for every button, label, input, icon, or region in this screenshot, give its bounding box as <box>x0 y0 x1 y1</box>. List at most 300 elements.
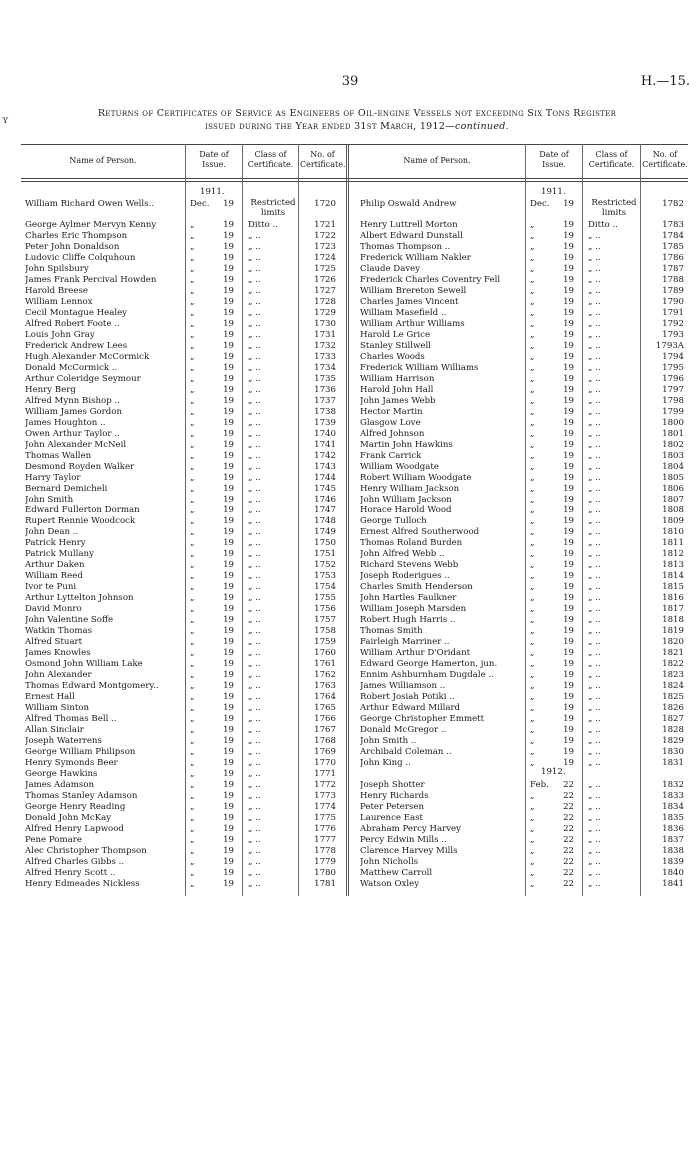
issue-day: 19 <box>563 648 574 659</box>
table-row <box>0 549 700 560</box>
person-name: John William Jackson <box>360 494 452 505</box>
table-row <box>0 714 700 725</box>
issue-day: 22 <box>563 845 574 856</box>
issue-month: „ <box>530 549 535 560</box>
issue-month: „ <box>530 681 535 692</box>
person-name: John King .. <box>360 758 411 769</box>
person-name: Frederick Andrew Lees <box>25 340 128 351</box>
issue-month: „ <box>190 230 195 241</box>
issue-day: 19 <box>223 384 234 395</box>
issue-day: 22 <box>563 801 574 812</box>
certificate-class: „ .. <box>248 252 261 263</box>
issue-day: 22 <box>563 779 574 790</box>
issue-month: „ <box>530 241 535 252</box>
certificate-number: 1806 <box>662 483 684 494</box>
certificate-number: 1776 <box>314 823 336 834</box>
issue-day: 19 <box>223 845 234 856</box>
person-name: William Harrison <box>360 373 435 384</box>
issue-month: „ <box>530 538 535 549</box>
person-name: Alfred Henry Lapwood <box>25 823 124 834</box>
person-name: William Reed <box>25 571 83 582</box>
issue-day: 19 <box>223 571 234 582</box>
issue-month: „ <box>190 604 195 615</box>
certificate-number: 1742 <box>314 450 336 461</box>
certificate-class: „ .. <box>588 779 601 790</box>
issue-day: 19 <box>223 779 234 790</box>
certificate-class: „ .. <box>248 758 261 769</box>
issue-day: 19 <box>563 307 574 318</box>
issue-day: 19 <box>563 439 574 450</box>
certificate-number: 1740 <box>314 428 336 439</box>
issue-month: „ <box>530 648 535 659</box>
person-name: Philip Oswald Andrew <box>360 199 457 209</box>
issue-day: 19 <box>223 703 234 714</box>
certificate-class: „ .. <box>248 812 261 823</box>
title-line-2 <box>14 121 700 132</box>
certificate-number: 1745 <box>314 483 336 494</box>
person-name: Owen Arthur Taylor .. <box>25 428 120 439</box>
certificate-class: „ .. <box>588 845 601 856</box>
certificate-number: 1727 <box>314 285 336 296</box>
person-name: Donald McCormick .. <box>25 362 118 373</box>
table-row <box>0 264 700 275</box>
person-name: Donald John McKay <box>25 812 112 823</box>
certificate-class: „ .. <box>248 779 261 790</box>
certificate-class: „ .. <box>248 856 261 867</box>
certificate-number: 1823 <box>662 670 684 681</box>
certificate-number: 1831 <box>662 758 684 769</box>
year-label-right-1912: 1912. <box>541 767 566 777</box>
certificate-number: 1720 <box>314 199 336 209</box>
issue-month: „ <box>190 516 195 527</box>
person-name: Edward Fullerton Dorman <box>25 505 140 516</box>
certificate-class: „ .. <box>248 637 261 648</box>
certificate-class: „ .. <box>588 296 601 307</box>
certificate-class: „ .. <box>248 769 261 779</box>
issue-day: 19 <box>223 747 234 758</box>
table-row <box>0 604 700 615</box>
certificate-number: 1793 <box>662 329 684 340</box>
certificate-class: „ .. <box>248 571 261 582</box>
issue-month: „ <box>190 395 195 406</box>
person-name: Henry Richards <box>360 790 429 801</box>
issue-month: „ <box>530 329 535 340</box>
certificate-number: 1744 <box>314 472 336 483</box>
issue-month: „ <box>190 845 195 856</box>
person-name: Robert Hugh Harris .. <box>360 615 456 626</box>
issue-month: „ <box>530 472 535 483</box>
person-name: Desmond Royden Walker <box>25 461 135 472</box>
certificate-class: „ .. <box>588 417 601 428</box>
certificate-class: „ .. <box>588 241 601 252</box>
certificate-class: „ .. <box>588 384 601 395</box>
certificate-number: 1835 <box>662 812 684 823</box>
certificate-class: „ .. <box>248 362 261 373</box>
header-number: No. of Certificate. <box>300 150 346 169</box>
certificate-number: 1757 <box>314 615 336 626</box>
person-name: Arthur Daken <box>25 560 85 571</box>
issue-month: „ <box>530 571 535 582</box>
person-name: John Valentine Soffe <box>25 615 114 626</box>
certificate-number: 1783 <box>662 220 684 230</box>
issue-day: 19 <box>563 373 574 384</box>
person-name: John Spilsbury <box>25 263 89 274</box>
person-name: Frederick William Nakler <box>360 252 471 263</box>
issue-day: 22 <box>563 790 574 801</box>
table-row <box>0 835 700 846</box>
certificate-class: „ .. <box>588 812 601 823</box>
certificate-number: 1741 <box>314 439 336 450</box>
person-name: Archibald Coleman .. <box>360 747 452 758</box>
table-row <box>0 440 700 451</box>
issue-month: „ <box>190 670 195 681</box>
certificate-number: 1747 <box>314 505 336 516</box>
issue-day: 19 <box>563 593 574 604</box>
issue-day: 19 <box>223 790 234 801</box>
certificate-class: „ .. <box>248 230 261 241</box>
person-name: Alfred Johnson <box>360 428 425 439</box>
issue-day: 19 <box>563 263 574 274</box>
issue-day: 19 <box>223 505 234 516</box>
person-name: Ennim Ashburnham Dugdale .. <box>360 670 494 681</box>
certificate-number: 1754 <box>314 582 336 593</box>
certificate-number: 1786 <box>662 252 684 263</box>
table-row <box>0 220 700 231</box>
person-name: Thomas Stanley Adamson <box>25 790 138 801</box>
certificate-class: „ .. <box>248 450 261 461</box>
person-name: Charles James Vincent <box>360 296 459 307</box>
issue-month: „ <box>190 834 195 845</box>
person-name: Peter John Donaldson <box>25 241 120 252</box>
certificate-class: „ .. <box>248 395 261 406</box>
issue-day: 19 <box>223 230 234 241</box>
certificate-number: 1774 <box>314 801 336 812</box>
issue-day: 19 <box>223 329 234 340</box>
certificate-class: „ .. <box>248 296 261 307</box>
certificate-class: „ .. <box>248 263 261 274</box>
issue-month: „ <box>530 867 535 878</box>
certificate-number: 1750 <box>314 538 336 549</box>
certificate-class: „ .. <box>248 461 261 472</box>
certificate-number: 1743 <box>314 461 336 472</box>
person-name: James Knowles <box>25 648 91 659</box>
issue-month: „ <box>190 538 195 549</box>
person-name: Alfred Stuart <box>25 637 83 648</box>
person-name: Rupert Rennie Woodcock <box>25 516 136 527</box>
issue-month: „ <box>530 527 535 538</box>
certificate-number: 1731 <box>314 329 336 340</box>
table-row <box>0 813 700 824</box>
table-row <box>0 484 700 495</box>
certificate-class: „ .. <box>588 395 601 406</box>
issue-day: 19 <box>563 274 574 285</box>
table-row <box>0 495 700 506</box>
certificate-number: 1817 <box>662 604 684 615</box>
certificate-number: 1796 <box>662 373 684 384</box>
person-name: Joseph Shotter <box>360 779 425 790</box>
person-name: James Adamson <box>25 779 95 790</box>
issue-month: „ <box>190 769 195 779</box>
issue-day: 19 <box>223 220 234 230</box>
person-name: James Frank Percival Howden <box>25 274 157 285</box>
certificate-number: 1726 <box>314 274 336 285</box>
year-label-right: 1911. <box>541 187 566 197</box>
issue-month: „ <box>530 461 535 472</box>
person-name: George Aylmer Mervyn Kenny <box>25 220 157 230</box>
certificate-class: „ .. <box>248 428 261 439</box>
certificate-class: „ .. <box>248 538 261 549</box>
issue-day: 19 <box>563 571 574 582</box>
certificate-class: „ .. <box>588 582 601 593</box>
issue-day: 19 <box>223 527 234 538</box>
issue-day: 19 <box>563 318 574 329</box>
table-row <box>0 593 700 604</box>
person-name: William Richard Owen Wells.. <box>25 199 155 209</box>
issue-day: 19 <box>223 373 234 384</box>
issue-month: „ <box>190 220 195 230</box>
issue-day: 19 <box>223 834 234 845</box>
issue-month: „ <box>530 801 535 812</box>
certificate-class: „ .. <box>588 538 601 549</box>
certificate-class: „ .. <box>248 241 261 252</box>
person-name: Frederick Charles Coventry Fell <box>360 274 501 285</box>
person-name: Thomas Wallen <box>25 450 92 461</box>
issue-day: 19 <box>223 615 234 626</box>
certificate-number: 1779 <box>314 856 336 867</box>
table-row <box>0 538 700 549</box>
issue-month: „ <box>190 779 195 790</box>
certificate-number: 1810 <box>662 527 684 538</box>
certificate-number: 1724 <box>314 252 336 263</box>
issue-day: 19 <box>223 263 234 274</box>
person-name: Laurence East <box>360 812 423 823</box>
certificate-number: 1767 <box>314 725 336 736</box>
certificate-class: „ .. <box>248 582 261 593</box>
certificate-number: 1833 <box>662 790 684 801</box>
issue-day: 19 <box>563 472 574 483</box>
certificate-class: „ .. <box>588 406 601 417</box>
issue-month: „ <box>190 659 195 670</box>
person-name: John Hartles Faulkner <box>360 593 457 604</box>
certificate-number: 1793A <box>655 340 684 351</box>
certificate-class: „ .. <box>248 318 261 329</box>
issue-day: 22 <box>563 878 574 889</box>
certificate-class: „ .. <box>588 439 601 450</box>
certificate-number: 1751 <box>314 549 336 560</box>
certificate-class: „ .. <box>588 725 601 736</box>
person-name: Arthur Edward Millard <box>360 703 461 714</box>
person-name: George Christopher Emmett <box>360 714 485 725</box>
issue-month: „ <box>190 801 195 812</box>
issue-month: „ <box>190 263 195 274</box>
issue-day: 19 <box>563 384 574 395</box>
issue-day: 19 <box>563 659 574 670</box>
certificate-class: „ .. <box>248 604 261 615</box>
issue-day: 19 <box>223 626 234 637</box>
table-row <box>0 275 700 286</box>
table-row <box>0 407 700 418</box>
issue-day: 19 <box>563 714 574 725</box>
table-row <box>0 319 700 330</box>
person-name: John James Webb <box>360 395 436 406</box>
issue-day: 19 <box>563 199 574 209</box>
table-row <box>0 242 700 253</box>
issue-month: „ <box>190 307 195 318</box>
issue-day: 19 <box>563 417 574 428</box>
issue-month: „ <box>190 373 195 384</box>
certificate-class: Ditto .. <box>588 220 618 230</box>
issue-day: 19 <box>563 230 574 241</box>
title-continued: —continued. <box>445 121 509 132</box>
issue-month: „ <box>530 351 535 362</box>
certificate-number: 1737 <box>314 395 336 406</box>
table-row <box>0 758 700 769</box>
issue-month: „ <box>530 747 535 758</box>
issue-month: „ <box>190 725 195 736</box>
certificate-number: 1814 <box>662 571 684 582</box>
certificate-class: „ .. <box>248 626 261 637</box>
person-name: Robert William Woodgate <box>360 472 472 483</box>
person-name: Claude Davey <box>360 263 421 274</box>
issue-month: „ <box>190 758 195 769</box>
certificate-class: „ .. <box>588 428 601 439</box>
certificate-class: „ .. <box>588 878 601 889</box>
certificate-class: „ .. <box>248 527 261 538</box>
issue-month: „ <box>190 285 195 296</box>
header-class: Class of Certificate. <box>588 150 635 169</box>
certificate-class: „ .. <box>588 483 601 494</box>
issue-day: 19 <box>223 758 234 769</box>
person-name: Alfred Robert Foote .. <box>25 318 120 329</box>
issue-day: 19 <box>563 450 574 461</box>
person-name: Alfred Thomas Bell .. <box>25 714 117 725</box>
issue-month: „ <box>530 714 535 725</box>
certificate-class: „ .. <box>248 692 261 703</box>
issue-month: „ <box>530 725 535 736</box>
issue-month: „ <box>530 395 535 406</box>
certificate-class: „ .. <box>588 637 601 648</box>
person-name: Alfred Mynn Bishop .. <box>25 395 120 406</box>
certificate-number: 1723 <box>314 241 336 252</box>
issue-day: 19 <box>223 439 234 450</box>
certificate-class: „ .. <box>248 351 261 362</box>
certificate-class: „ .. <box>248 285 261 296</box>
issue-day: 19 <box>223 318 234 329</box>
person-name: Glasgow Love <box>360 417 421 428</box>
person-name: Harold Le Grice <box>360 329 431 340</box>
table-row <box>0 780 700 791</box>
issue-month: „ <box>190 692 195 703</box>
certificate-number: 1815 <box>662 582 684 593</box>
certificate-number: 1839 <box>662 856 684 867</box>
person-name: David Monro <box>25 604 82 615</box>
table-row <box>0 868 700 879</box>
certificate-number: 1840 <box>662 867 684 878</box>
certificate-number: 1818 <box>662 615 684 626</box>
issue-day: 19 <box>563 340 574 351</box>
certificate-class: „ .. <box>248 593 261 604</box>
issue-month: „ <box>530 417 535 428</box>
issue-month: „ <box>190 274 195 285</box>
certificate-class: „ .. <box>588 714 601 725</box>
certificate-class: „ .. <box>248 725 261 736</box>
certificate-number: 1729 <box>314 307 336 318</box>
certificate-class: „ .. <box>248 384 261 395</box>
certificate-number: 1752 <box>314 560 336 571</box>
person-name: Joseph Roderigues .. <box>360 571 450 582</box>
person-name: Albert Edward Dunstall <box>360 230 463 241</box>
certificate-class: „ .. <box>248 845 261 856</box>
issue-day: 19 <box>223 659 234 670</box>
issue-day: 22 <box>563 812 574 823</box>
certificate-class: „ .. <box>248 615 261 626</box>
person-name: Stanley Stillwell <box>360 340 431 351</box>
issue-day: 19 <box>563 681 574 692</box>
issue-day: 19 <box>563 516 574 527</box>
issue-month: „ <box>530 384 535 395</box>
person-name: John Nicholls <box>360 856 419 867</box>
person-name: Ernest Hall <box>25 692 75 703</box>
issue-day: 19 <box>223 516 234 527</box>
issue-month: „ <box>190 483 195 494</box>
certificate-class: „ .. <box>588 801 601 812</box>
table-row <box>0 396 700 407</box>
issue-month: „ <box>530 263 535 274</box>
header-date: Date of Issue. <box>199 150 229 169</box>
certificate-class: „ .. <box>248 801 261 812</box>
issue-month: „ <box>530 252 535 263</box>
certificate-number: 1798 <box>662 395 684 406</box>
certificate-number: 1788 <box>662 274 684 285</box>
person-name: George William Philipson <box>25 747 136 758</box>
certificate-class: „ .. <box>588 450 601 461</box>
issue-day: 19 <box>563 692 574 703</box>
issue-day: 19 <box>563 285 574 296</box>
certificate-number: 1808 <box>662 505 684 516</box>
certificate-class: „ .. <box>248 703 261 714</box>
issue-day: 19 <box>223 428 234 439</box>
issue-month: „ <box>190 472 195 483</box>
person-name: Thomas Smith <box>360 626 423 637</box>
person-name: Henry Luttrell Morton <box>360 220 458 230</box>
issue-day: 19 <box>223 604 234 615</box>
certificate-class: „ .. <box>588 834 601 845</box>
issue-day: 19 <box>563 527 574 538</box>
person-name: Henry Edmeades Nickless <box>25 878 140 889</box>
certificate-class: „ .. <box>588 252 601 263</box>
table-row <box>0 286 700 297</box>
certificate-class: „ .. <box>588 571 601 582</box>
certificate-class: „ .. <box>248 560 261 571</box>
issue-day: 19 <box>563 582 574 593</box>
person-name: William Lennox <box>25 296 93 307</box>
person-name: Louis John Gray <box>25 329 95 340</box>
issue-month: „ <box>530 812 535 823</box>
certificate-number: 1829 <box>662 736 684 747</box>
certificate-number: 1722 <box>314 230 336 241</box>
issue-month: „ <box>190 582 195 593</box>
certificate-class: „ .. <box>248 681 261 692</box>
certificate-number: 1753 <box>314 571 336 582</box>
certificate-class: „ .. <box>248 307 261 318</box>
certificate-number: 1822 <box>662 659 684 670</box>
certificate-number: 1799 <box>662 406 684 417</box>
certificate-number: 1837 <box>662 834 684 845</box>
issue-day: 19 <box>223 296 234 307</box>
certificate-number: 1738 <box>314 406 336 417</box>
issue-month: „ <box>530 439 535 450</box>
person-name: Bernard Demicheli <box>25 483 108 494</box>
